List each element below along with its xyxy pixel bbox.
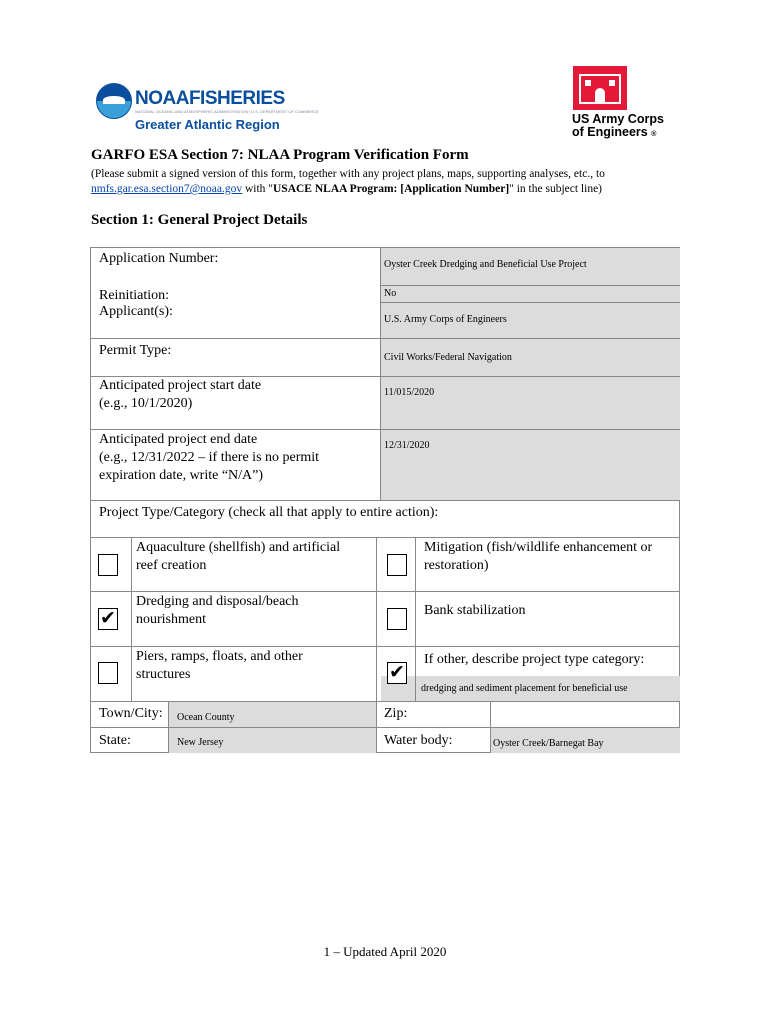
state-field[interactable]: New Jersey <box>177 737 224 748</box>
applicants-label: Applicant(s): <box>99 304 173 319</box>
form-title: GARFO ESA Section 7: NLAA Program Verification Form <box>91 147 469 163</box>
application-number-label: Application Number: <box>99 251 219 266</box>
other-checkbox[interactable]: ✔ <box>387 662 407 684</box>
mitigation-label: Mitigation (fish/wildlife enhancement or restoration) <box>424 540 653 573</box>
permit-type-label: Permit Type: <box>99 343 172 358</box>
project-details-table <box>90 247 680 753</box>
application-number-field[interactable]: Oyster Creek Dredging and Beneficial Use Project <box>384 259 587 270</box>
permit-type-field[interactable]: Civil Works/Federal Navigation <box>384 352 512 363</box>
end-date-field[interactable]: 12/31/2020 <box>384 440 430 451</box>
town-field[interactable]: Ocean County <box>177 712 235 723</box>
water-body-label: Water body: <box>384 733 453 748</box>
applicants-field[interactable]: U.S. Army Corps of Engineers <box>384 314 507 325</box>
noaa-wordmark: NOAAFISHERIES <box>135 88 285 109</box>
email-link[interactable]: nmfs.gar.esa.section7@noaa.gov <box>91 183 243 195</box>
reinitiation-label: Reinitiation: <box>99 288 169 303</box>
bank-stabilization-checkbox[interactable] <box>387 608 407 630</box>
mitigation-checkbox[interactable] <box>387 554 407 576</box>
reinitiation-field[interactable]: No <box>384 288 397 299</box>
zip-label: Zip: <box>384 706 408 721</box>
project-type-heading: Project Type/Category (check all that apply to entire action): <box>99 505 439 520</box>
bank-stabilization-label: Bank stabilization <box>424 603 526 618</box>
other-label: If other, describe project type category: <box>424 652 645 667</box>
piers-checkbox[interactable] <box>98 662 118 684</box>
water-body-field[interactable]: Oyster Creek/Barnegat Bay <box>493 738 604 749</box>
noaa-region: Greater Atlantic Region <box>135 117 280 132</box>
town-label: Town/City: <box>99 706 163 721</box>
end-date-label: Anticipated project end date (e.g., 12/31/2022 – if there is no permit expiration date, write “N/A”) <box>99 432 320 483</box>
start-date-label: Anticipated project start date (e.g., 10/1/2020) <box>99 378 262 411</box>
dredging-checkbox[interactable]: ✔ <box>98 608 118 630</box>
aquaculture-label: Aquaculture (shellfish) and artificial reef creation <box>136 540 341 573</box>
noaa-tagline: NATIONAL OCEANIC AND ATMOSPHERIC ADMINISTRATION | U.S. DEPARTMENT OF COMMERCE <box>135 109 319 114</box>
usace-logo <box>560 66 680 146</box>
dredging-label: Dredging and disposal/beach nourishment <box>136 594 299 627</box>
other-description-field[interactable]: dredging and sediment placement for beneficial use <box>421 683 628 694</box>
form-instructions: (Please submit a signed version of this form, together with any project plans, maps, supporting analyses, etc., to nmfs.gar.esa.section7@noaa.gov with "USACE NLAA Program: [Application Number]" in the subject line) <box>91 168 605 195</box>
page-footer: 1 – Updated April 2020 <box>323 944 447 959</box>
start-date-field[interactable]: 11/015/2020 <box>384 387 435 398</box>
aquaculture-checkbox[interactable] <box>98 554 118 576</box>
state-label: State: <box>99 733 131 748</box>
castle-icon <box>573 66 627 110</box>
piers-label: Piers, ramps, floats, and other structures <box>136 649 303 682</box>
section-heading: Section 1: General Project Details <box>91 212 308 228</box>
noaa-emblem-icon <box>96 83 132 119</box>
noaa-fisheries-logo <box>93 80 319 136</box>
usace-wordmark: US Army Corps of Engineers ® <box>572 112 664 139</box>
